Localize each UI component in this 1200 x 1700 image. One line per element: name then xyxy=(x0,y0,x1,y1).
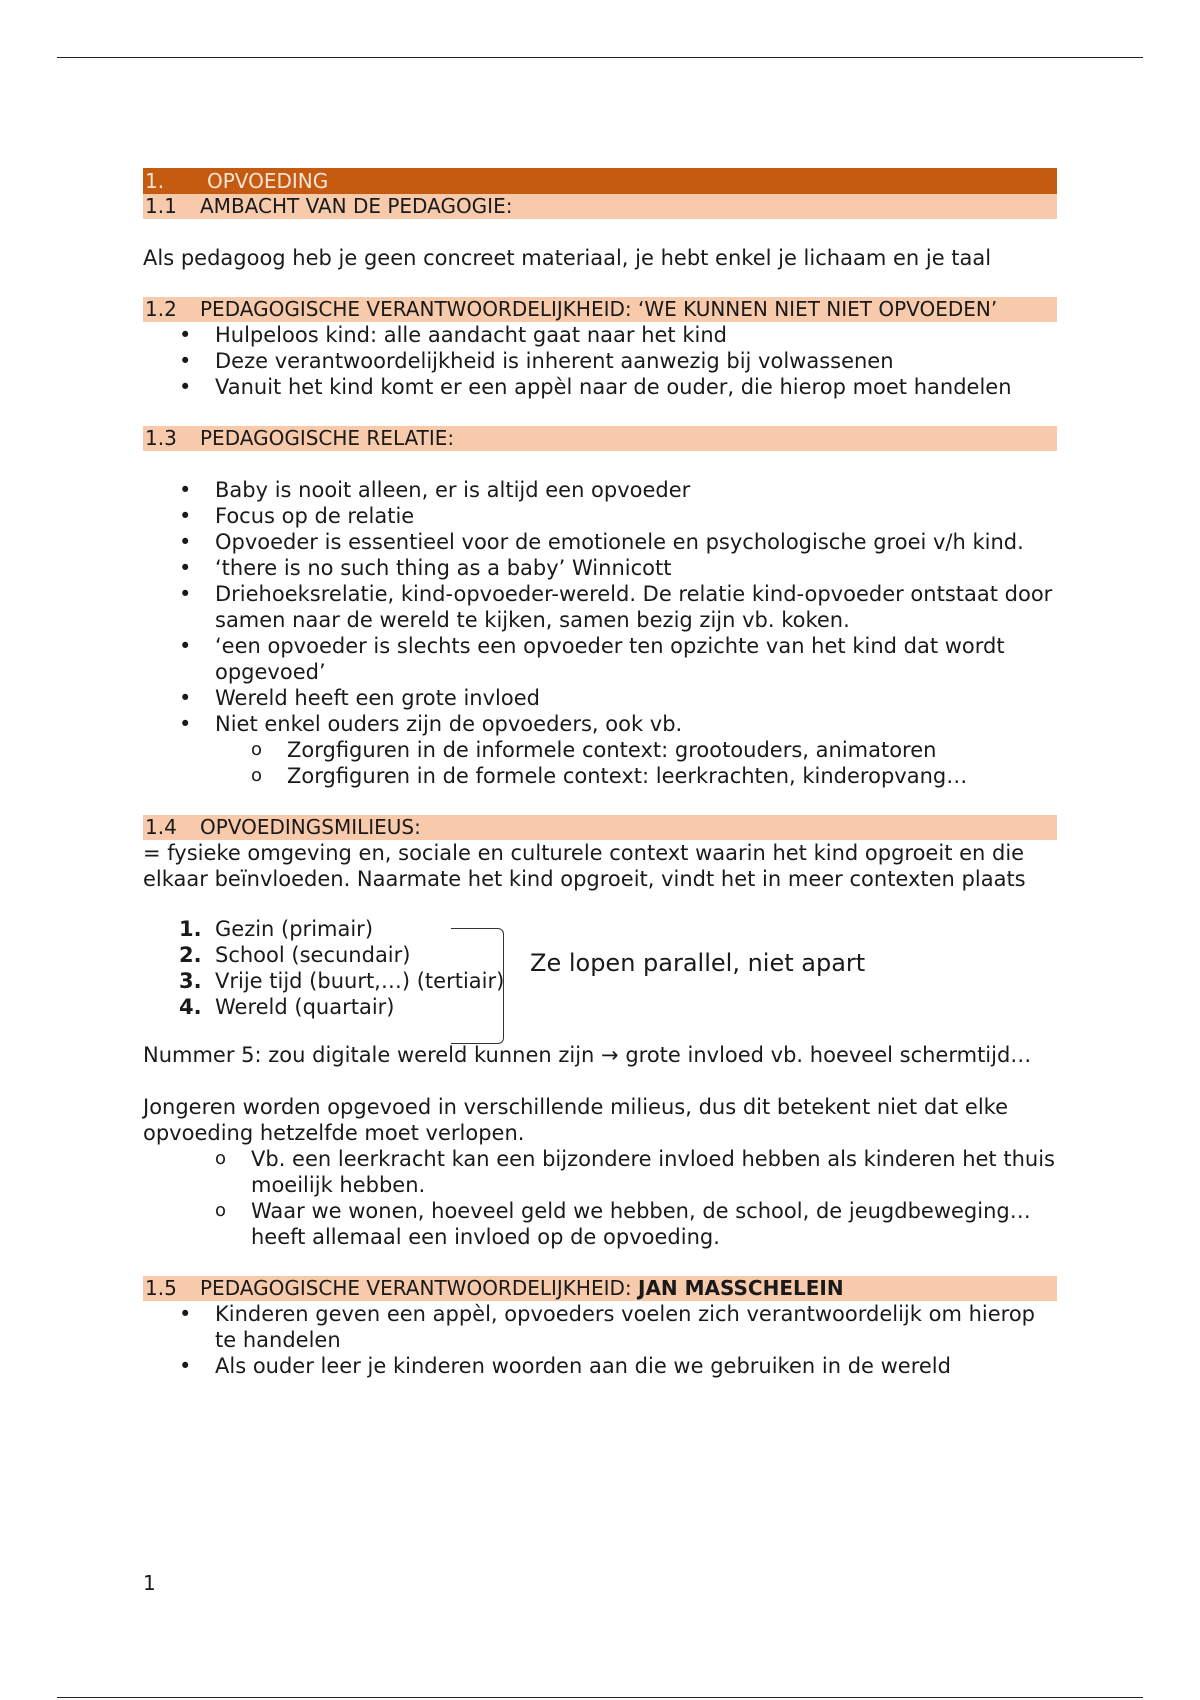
section-number: 1.5 xyxy=(145,1276,177,1300)
list-item: • Vanuit het kind komt er een appèl naar de ouder, die hierop moet handelen xyxy=(215,374,1057,400)
list-item: • Kinderen geven een appèl, opvoeders voelen zich verantwoordelijk om hierop te handelen xyxy=(215,1301,1057,1353)
list-item: • Baby is nooit alleen, er is altijd een opvoeder xyxy=(215,477,1057,503)
section-heading-1-2 xyxy=(143,297,1057,322)
list-item: • Driehoeksrelatie, kind-opvoeder-wereld. De relatie kind-opvoeder ontstaat door samen naar de wereld te kijken, samen bezig zijn vb. koken. xyxy=(215,581,1057,633)
document-page xyxy=(143,168,1057,1379)
list-text: School (secundair) xyxy=(215,943,411,967)
chapter-number: 1. xyxy=(145,169,165,193)
list-item: • Hulpeloos kind: alle aandacht gaat naar het kind xyxy=(215,322,1057,348)
section-title xyxy=(200,1277,1055,1300)
bracket-note: Ze lopen parallel, niet apart xyxy=(530,949,866,977)
chapter-title: OPVOEDING xyxy=(207,169,329,193)
footer-rule xyxy=(57,1697,1143,1698)
paragraph: Jongeren worden opgevoed in verschillende milieus, dus dit betekent niet dat elke opvoeding hetzelfde moet verlopen. xyxy=(143,1095,1009,1145)
milieu-list-block xyxy=(143,916,1057,1020)
list-item: • ‘there is no such thing as a baby’ Winnicott xyxy=(215,555,1057,581)
bullet-list xyxy=(143,322,1057,400)
list-item: o Zorgfiguren in de informele context: grootouders, animatoren xyxy=(287,737,1057,763)
list-item: o Vb. een leerkracht kan een bijzondere invloed hebben als kinderen het thuis moeilijk hebben. xyxy=(251,1146,1057,1198)
list-number: 1. xyxy=(179,917,202,941)
section-title-plain: PEDAGOGISCHE VERANTWOORDELIJKHEID: xyxy=(200,1276,638,1300)
paragraph: Als pedagoog heb je geen concreet materiaal, je hebt enkel je lichaam en je taal xyxy=(143,246,992,270)
section-number: 1.4 xyxy=(145,815,177,839)
paragraph: Nummer 5: zou digitale wereld kunnen zijn → grote invloed vb. hoeveel schermtijd… xyxy=(143,1043,1032,1067)
list-number: 2. xyxy=(179,943,202,967)
section-number: 1.2 xyxy=(145,297,177,321)
list-item: • Deze verantwoordelijkheid is inherent aanwezig bij volwassenen xyxy=(215,348,1057,374)
section-title: OPVOEDINGSMILIEUS: xyxy=(200,815,421,839)
bullet-list xyxy=(143,477,1057,737)
page-number: 1 xyxy=(143,1571,156,1595)
section-title-bold: JAN MASSCHELEIN xyxy=(638,1276,844,1300)
list-item xyxy=(179,916,1057,942)
list-item: • Niet enkel ouders zijn de opvoeders, ook vb. xyxy=(215,711,1057,737)
header-rule xyxy=(57,57,1143,58)
list-text: Vrije tijd (buurt,…) (tertiair) xyxy=(215,969,505,993)
list-item: • Focus op de relatie xyxy=(215,503,1057,529)
sub-bullet-list xyxy=(143,737,1057,789)
list-item: o Waar we wonen, hoeveel geld we hebben, de school, de jeugdbeweging… heeft allemaal een invloed op de opvoeding. xyxy=(251,1198,1057,1250)
section-number: 1.3 xyxy=(145,426,177,450)
list-item: o Zorgfiguren in de formele context: leerkrachten, kinderopvang… xyxy=(287,763,1057,789)
list-item: • ‘een opvoeder is slechts een opvoeder ten opzichte van het kind dat wordt opgevoed’ xyxy=(215,633,1057,685)
paragraph: = fysieke omgeving en, sociale en culturele context waarin het kind opgroeit en die elkaar beïnvloeden. Naarmate het kind opgroeit, vindt het in meer contexten plaats xyxy=(143,841,1026,891)
list-item: • Als ouder leer je kinderen woorden aan die we gebruiken in de wereld xyxy=(215,1353,1057,1379)
bullet-list xyxy=(143,1301,1057,1379)
sub-bullet-list xyxy=(143,1146,1057,1250)
section-heading-1-4 xyxy=(143,815,1057,840)
list-text: Gezin (primair) xyxy=(215,917,374,941)
section-title: PEDAGOGISCHE RELATIE: xyxy=(200,426,455,450)
list-number: 4. xyxy=(179,995,202,1019)
list-item: • Wereld heeft een grote invloed xyxy=(215,685,1057,711)
brace-bracket xyxy=(451,928,504,1044)
section-heading-1-1 xyxy=(143,194,1057,219)
section-heading-1-3 xyxy=(143,426,1057,451)
section-title: PEDAGOGISCHE VERANTWOORDELIJKHEID: ‘WE KUNNEN NIET NIET OPVOEDEN’ xyxy=(200,297,998,321)
section-heading-1-5 xyxy=(143,1276,1057,1301)
section-title: AMBACHT VAN DE PEDAGOGIE: xyxy=(200,194,513,218)
list-item xyxy=(179,994,1057,1020)
list-item: • Opvoeder is essentieel voor de emotionele en psychologische groei v/h kind. xyxy=(215,529,1057,555)
section-number: 1.1 xyxy=(145,194,177,218)
chapter-heading xyxy=(143,168,1057,194)
list-number: 3. xyxy=(179,969,202,993)
list-text: Wereld (quartair) xyxy=(215,995,395,1019)
